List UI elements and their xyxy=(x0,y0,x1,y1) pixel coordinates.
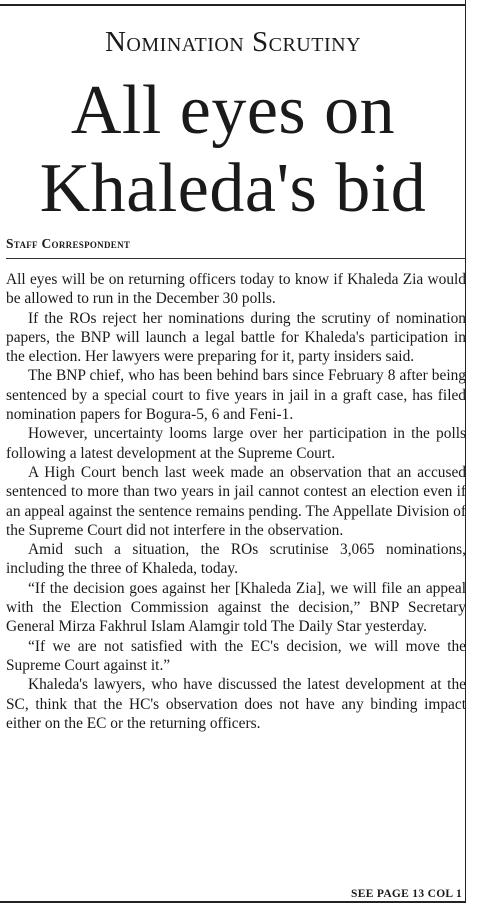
paragraph: If the ROs reject her nominations during the scrutiny of nomination papers, the BNP will launch a legal battle for Khaleda's participation in the election. Her lawyers were preparing for it, party insiders said. xyxy=(6,309,466,366)
paragraph: All eyes will be on returning officers today to know if Khaleda Zia would be allowed to run in the December 30 polls. xyxy=(6,271,466,308)
byline-rule xyxy=(6,258,466,259)
kicker: Nomination Scrutiny xyxy=(104,26,362,58)
headline-line-2: Khaleda's bid xyxy=(39,150,427,227)
paragraph: A High Court bench last week made an observation that an accused sentenced to more than two years in jail cannot contest an election even if an appeal against the sentence remains pending. The Appellate Division of the Supreme Court did not interfere in the observation. xyxy=(6,463,466,539)
byline: Staff Correspondent xyxy=(6,236,131,251)
continuation-jump[interactable]: SEE PAGE 13 COL 1 xyxy=(351,888,462,900)
paragraph: The BNP chief, who has been behind bars since February 8 after being sentenced by a special court to five years in jail in a graft case, has filed nomination papers for Bogura-5, 6 and Feni-1. xyxy=(6,367,466,424)
paragraph: “If the decision goes against her [Khaleda Zia], we will file an appeal with the Election Commission against the decision,” BNP Secretary General Mirza Fakhrul Islam Alamgir told The Daily Star yesterday. xyxy=(6,579,466,636)
article-body xyxy=(6,270,466,733)
paragraph: Khaleda's lawyers, who have discussed the latest development at the SC, think that the HC's observation does not have any binding impact either on the EC or the returning officers. xyxy=(6,676,466,732)
top-rule xyxy=(0,4,466,6)
paragraph: However, uncertainty looms large over her participation in the polls following a latest development at the Supreme Court. xyxy=(6,425,466,462)
paragraph: “If we are not satisfied with the EC's decision, we will move the Supreme Court against it.” xyxy=(6,637,466,674)
paragraph: Amid such a situation, the ROs scrutinise 3,065 nominations, including the three of Khaleda, today. xyxy=(6,541,466,578)
headline-line-1: All eyes on xyxy=(70,72,396,149)
